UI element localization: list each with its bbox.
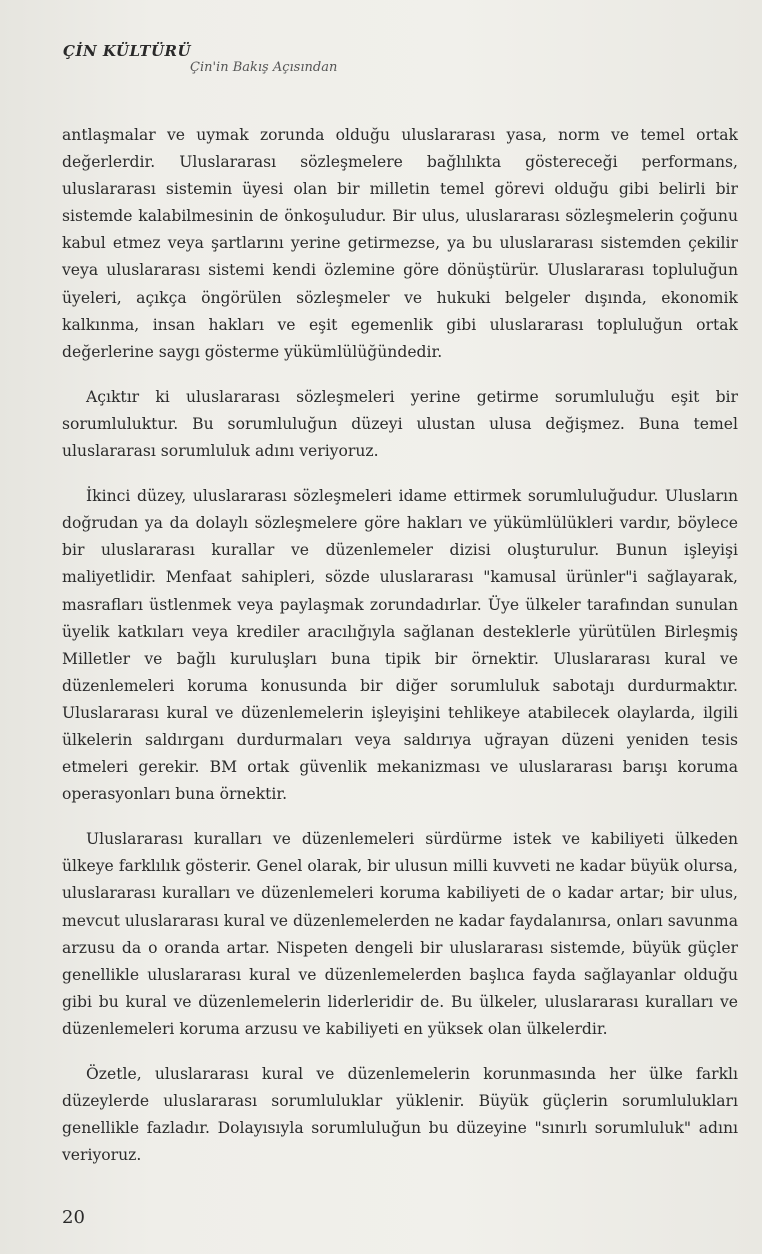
paragraph-5: Özetle, uluslararası kural ve düzenlemelerin korunmasında her ülke farklı düzeylerde uluslararası sorumluluklar yüklenir. Büyük güçlerin sorumlulukları genellikle fazladır. Dolayısıyla sorumluluğun bu düzeyine "sınırlı sorumluluk" adını veriyoruz. — [62, 1065, 738, 1165]
paragraph-1: antlaşmalar ve uymak zorunda olduğu uluslararası yasa, norm ve temel ortak değerlerdir. Uluslararası sözleşmelere bağlılıkta göstereceği performans, uluslararası sistemin üyesi olan bir milletin temel görevi olduğu gibi belirli bir sistemde kalabilmesinin de önkoşuludur. Bir ulus, uluslararası sözleşmelerin çoğunu kabul etmez veya şartlarını yerine getirmezse, ya bu uluslararası sistemden çekilir veya uluslararası sistemi kendi özlemine göre dönüştürür. Uluslararası topluluğun üyeleri, açıkça öngörülen sözleşmeler ve hukuki belgeler dışında, ekonomik kalkınma, insan hakları ve eşit egemenlik gibi uluslararası topluluğun ortak değerlerine saygı gösterme yükümlülüğündedir. — [62, 126, 738, 361]
running-header-subtitle: Çin'in Bakış Açısından — [190, 60, 338, 75]
body-text — [62, 122, 738, 1187]
paragraph-3: İkinci düzey, uluslararası sözleşmeleri idame ettirmek sorumluluğudur. Ulusların doğrudan ya da dolaylı sözleşmelere göre hakları ve yükümlülükleri vardır, böylece bir uluslararası kurallar ve düzenlemeler dizisi oluşturulur. Bunun işleyişi maliyetlidir. Menfaat sahipleri, sözde uluslararası "kamusal ürünler"i sağlayarak, masrafları üstlenmek veya paylaşmak zorundadırlar. Üye ülkeler tarafından sunulan üyelik katkıları veya krediler aracılığıyla sağlanan desteklerle yürütülen Birleşmiş Milletler ve bağlı kuruluşları buna tipik bir örnektir. Uluslararası kural ve düzenlemeleri koruma konusunda bir diğer sorumluluk sabotajı durdurmaktır. Uluslararası kural ve düzenlemelerin işleyişini tehlikeye atabilecek olaylarda, ilgili ülkelerin saldırganı durdurmaları veya saldırıya uğrayan düzeni yeniden tesis etmeleri gerekir. BM ortak güvenlik mekanizması ve uluslararası barışı koruma operasyonları buna örnektir. — [62, 487, 738, 804]
running-header-title: ÇİN KÜLTÜRÜ — [63, 42, 192, 60]
page-number: 20 — [62, 1207, 85, 1228]
paragraph-4: Uluslararası kuralları ve düzenlemeleri sürdürme istek ve kabiliyeti ülkeden ülkeye farklılık gösterir. Genel olarak, bir ulusun milli kuvveti ne kadar büyük olursa, uluslararası kuralları ve düzenlemeleri koruma kabiliyeti de o kadar artar; bir ulus, mevcut uluslararası kural ve düzenlemelerden ne kadar faydalanırsa, onları savunma arzusu da o oranda artar. Nispeten dengeli bir uluslararası sistemde, büyük güçler genellikle uluslararası kural ve düzenlemelerden başlıca fayda sağlayanlar olduğu gibi bu kural ve düzenlemelerin liderleridir de. Bu ülkeler, uluslararası kuralları ve düzenlemeleri koruma arzusu ve kabiliyeti en yüksek olan ülkelerdir. — [62, 830, 738, 1038]
paragraph-2: Açıktır ki uluslararası sözleşmeleri yerine getirme sorumluluğu eşit bir sorumluluktur. Bu sorumluluğun düzeyi ulustan ulusa değişmez. Buna temel uluslararası sorumluluk adını veriyoruz. — [62, 387, 738, 461]
